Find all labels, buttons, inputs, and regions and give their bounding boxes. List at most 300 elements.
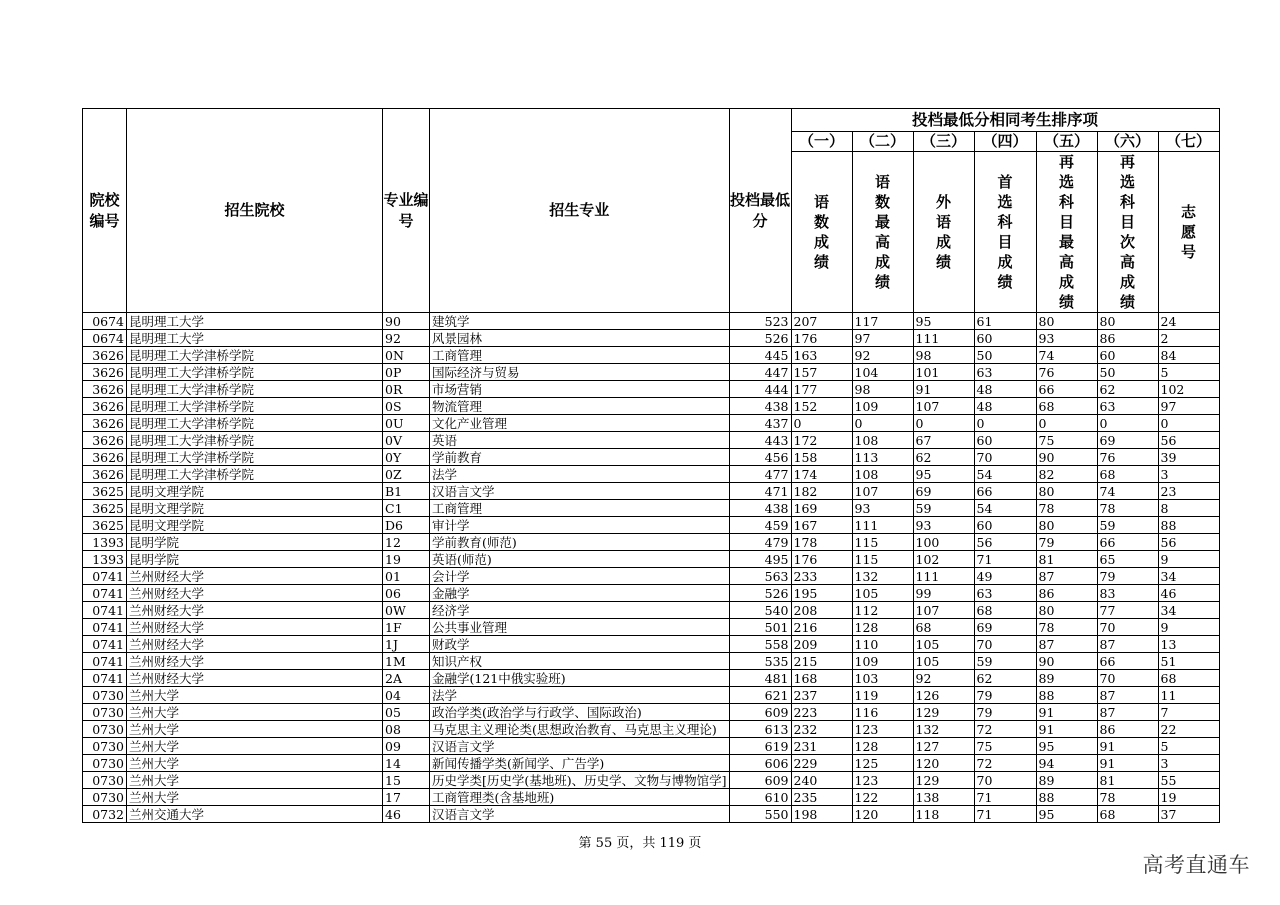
admission-score-table <box>82 108 1220 823</box>
cell-school-name: 昆明理工大学津桥学院 <box>127 347 383 364</box>
table-row <box>83 483 1220 500</box>
header-rank-label: 首选科目成绩 <box>974 152 1036 313</box>
cell-rank-6: 62 <box>1097 381 1158 398</box>
cell-major-name: 新闻传播学类(新闻学、广告学) <box>430 755 730 772</box>
cell-rank-2: 117 <box>852 313 913 330</box>
cell-major-code: 15 <box>383 772 430 789</box>
table-row <box>83 738 1220 755</box>
cell-rank-5: 80 <box>1036 602 1097 619</box>
cell-rank-5: 90 <box>1036 449 1097 466</box>
cell-rank-3: 100 <box>913 534 974 551</box>
cell-school-name: 兰州财经大学 <box>127 653 383 670</box>
cell-min-score: 445 <box>729 347 791 364</box>
cell-rank-1: 167 <box>791 517 852 534</box>
cell-min-score: 443 <box>729 432 791 449</box>
cell-rank-7: 102 <box>1158 381 1219 398</box>
cell-school-code: 3625 <box>83 483 127 500</box>
cell-rank-5: 88 <box>1036 687 1097 704</box>
cell-rank-5: 68 <box>1036 398 1097 415</box>
cell-min-score: 540 <box>729 602 791 619</box>
cell-rank-6: 68 <box>1097 466 1158 483</box>
cell-school-code: 1393 <box>83 534 127 551</box>
cell-rank-4: 60 <box>974 517 1036 534</box>
cell-rank-6: 80 <box>1097 313 1158 330</box>
cell-rank-3: 129 <box>913 772 974 789</box>
cell-major-code: 08 <box>383 721 430 738</box>
cell-major-name: 工商管理 <box>430 500 730 517</box>
cell-rank-3: 93 <box>913 517 974 534</box>
cell-major-name: 风景园林 <box>430 330 730 347</box>
cell-major-code: 90 <box>383 313 430 330</box>
cell-school-code: 0741 <box>83 670 127 687</box>
cell-rank-1: 182 <box>791 483 852 500</box>
cell-rank-7: 11 <box>1158 687 1219 704</box>
cell-rank-6: 68 <box>1097 806 1158 823</box>
cell-rank-3: 98 <box>913 347 974 364</box>
header-rank-label: 志愿号 <box>1158 152 1219 313</box>
cell-major-code: 01 <box>383 568 430 585</box>
cell-rank-1: 195 <box>791 585 852 602</box>
cell-rank-3: 95 <box>913 466 974 483</box>
cell-rank-6: 69 <box>1097 432 1158 449</box>
cell-rank-3: 102 <box>913 551 974 568</box>
table-row <box>83 415 1220 432</box>
cell-rank-2: 98 <box>852 381 913 398</box>
cell-school-code: 0730 <box>83 721 127 738</box>
cell-rank-2: 110 <box>852 636 913 653</box>
cell-school-code: 0732 <box>83 806 127 823</box>
cell-school-name: 兰州交通大学 <box>127 806 383 823</box>
cell-rank-5: 80 <box>1036 483 1097 500</box>
header-rank-label: 外语成绩 <box>913 152 974 313</box>
watermark-logo-text: 高考直通车 <box>1142 853 1250 877</box>
cell-rank-1: 168 <box>791 670 852 687</box>
cell-school-name: 昆明文理学院 <box>127 483 383 500</box>
cell-major-code: 0Y <box>383 449 430 466</box>
cell-rank-4: 0 <box>974 415 1036 432</box>
cell-school-code: 0730 <box>83 755 127 772</box>
cell-rank-4: 49 <box>974 568 1036 585</box>
cell-rank-5: 86 <box>1036 585 1097 602</box>
cell-rank-2: 115 <box>852 534 913 551</box>
cell-major-code: 04 <box>383 687 430 704</box>
cell-major-code: 19 <box>383 551 430 568</box>
cell-rank-7: 37 <box>1158 806 1219 823</box>
cell-major-code: 0P <box>383 364 430 381</box>
cell-major-code: 1F <box>383 619 430 636</box>
cell-rank-2: 115 <box>852 551 913 568</box>
cell-rank-4: 71 <box>974 551 1036 568</box>
cell-rank-3: 91 <box>913 381 974 398</box>
cell-rank-4: 50 <box>974 347 1036 364</box>
cell-rank-2: 103 <box>852 670 913 687</box>
cell-rank-1: 237 <box>791 687 852 704</box>
cell-school-name: 兰州财经大学 <box>127 585 383 602</box>
cell-rank-7: 56 <box>1158 534 1219 551</box>
table-row <box>83 534 1220 551</box>
cell-rank-4: 69 <box>974 619 1036 636</box>
cell-major-name: 物流管理 <box>430 398 730 415</box>
header-min-score: 投档最低分 <box>729 109 791 313</box>
cell-rank-7: 13 <box>1158 636 1219 653</box>
cell-min-score: 438 <box>729 500 791 517</box>
cell-school-code: 0741 <box>83 585 127 602</box>
cell-rank-3: 127 <box>913 738 974 755</box>
cell-major-name: 学前教育 <box>430 449 730 466</box>
cell-rank-6: 0 <box>1097 415 1158 432</box>
cell-rank-5: 76 <box>1036 364 1097 381</box>
cell-rank-2: 119 <box>852 687 913 704</box>
cell-major-name: 英语(师范) <box>430 551 730 568</box>
cell-major-name: 历史学类[历史学(基地班)、历史学、文物与博物馆学] <box>430 772 730 789</box>
cell-major-name: 汉语言文学 <box>430 483 730 500</box>
cell-rank-3: 92 <box>913 670 974 687</box>
cell-rank-2: 108 <box>852 466 913 483</box>
header-rank-number: （一） <box>791 132 852 152</box>
table-body <box>83 313 1220 823</box>
cell-rank-6: 76 <box>1097 449 1158 466</box>
cell-major-code: 09 <box>383 738 430 755</box>
cell-rank-5: 91 <box>1036 721 1097 738</box>
cell-school-code: 0674 <box>83 330 127 347</box>
cell-major-name: 汉语言文学 <box>430 806 730 823</box>
cell-major-code: 06 <box>383 585 430 602</box>
cell-min-score: 481 <box>729 670 791 687</box>
cell-rank-7: 55 <box>1158 772 1219 789</box>
cell-major-code: 05 <box>383 704 430 721</box>
table-row <box>83 602 1220 619</box>
cell-major-name: 审计学 <box>430 517 730 534</box>
cell-min-score: 495 <box>729 551 791 568</box>
cell-rank-6: 91 <box>1097 755 1158 772</box>
cell-rank-3: 68 <box>913 619 974 636</box>
cell-major-code: 17 <box>383 789 430 806</box>
cell-rank-1: 215 <box>791 653 852 670</box>
cell-rank-7: 23 <box>1158 483 1219 500</box>
cell-rank-4: 79 <box>974 704 1036 721</box>
cell-rank-6: 60 <box>1097 347 1158 364</box>
cell-rank-6: 70 <box>1097 670 1158 687</box>
cell-min-score: 606 <box>729 755 791 772</box>
cell-rank-7: 7 <box>1158 704 1219 721</box>
cell-rank-5: 66 <box>1036 381 1097 398</box>
cell-school-name: 兰州大学 <box>127 687 383 704</box>
cell-rank-2: 123 <box>852 772 913 789</box>
cell-school-name: 昆明理工大学 <box>127 330 383 347</box>
cell-rank-2: 128 <box>852 738 913 755</box>
cell-rank-2: 97 <box>852 330 913 347</box>
cell-rank-7: 46 <box>1158 585 1219 602</box>
cell-rank-1: 178 <box>791 534 852 551</box>
cell-rank-2: 111 <box>852 517 913 534</box>
cell-major-name: 英语 <box>430 432 730 449</box>
cell-school-code: 0741 <box>83 568 127 585</box>
cell-rank-1: 176 <box>791 330 852 347</box>
cell-rank-7: 3 <box>1158 466 1219 483</box>
table-row <box>83 364 1220 381</box>
cell-rank-6: 78 <box>1097 789 1158 806</box>
cell-major-code: 92 <box>383 330 430 347</box>
table-row <box>83 772 1220 789</box>
header-rank-label: 再选科目最高成绩 <box>1036 152 1097 313</box>
cell-rank-5: 80 <box>1036 517 1097 534</box>
cell-major-code: 0V <box>383 432 430 449</box>
cell-rank-4: 54 <box>974 466 1036 483</box>
cell-school-code: 0730 <box>83 738 127 755</box>
cell-school-name: 昆明理工大学 <box>127 313 383 330</box>
cell-rank-2: 108 <box>852 432 913 449</box>
cell-rank-7: 9 <box>1158 551 1219 568</box>
cell-rank-3: 62 <box>913 449 974 466</box>
cell-major-code: 0Z <box>383 466 430 483</box>
cell-rank-4: 70 <box>974 449 1036 466</box>
cell-rank-3: 126 <box>913 687 974 704</box>
cell-rank-5: 79 <box>1036 534 1097 551</box>
cell-rank-6: 86 <box>1097 721 1158 738</box>
cell-rank-2: 92 <box>852 347 913 364</box>
cell-major-code: 46 <box>383 806 430 823</box>
cell-major-name: 建筑学 <box>430 313 730 330</box>
cell-major-name: 公共事业管理 <box>430 619 730 636</box>
cell-major-name: 文化产业管理 <box>430 415 730 432</box>
table-row <box>83 619 1220 636</box>
cell-rank-2: 112 <box>852 602 913 619</box>
cell-rank-1: 198 <box>791 806 852 823</box>
cell-school-name: 昆明学院 <box>127 551 383 568</box>
cell-rank-5: 80 <box>1036 313 1097 330</box>
cell-rank-4: 63 <box>974 364 1036 381</box>
table-row <box>83 466 1220 483</box>
header-school-code: 院校编号 <box>83 109 127 313</box>
cell-major-code: D6 <box>383 517 430 534</box>
table-row <box>83 500 1220 517</box>
cell-rank-3: 69 <box>913 483 974 500</box>
header-ranking-group: 投档最低分相同考生排序项 <box>791 109 1219 132</box>
table-row <box>83 330 1220 347</box>
cell-min-score: 471 <box>729 483 791 500</box>
cell-rank-3: 118 <box>913 806 974 823</box>
cell-rank-7: 5 <box>1158 364 1219 381</box>
cell-rank-4: 62 <box>974 670 1036 687</box>
cell-rank-2: 0 <box>852 415 913 432</box>
header-rank-number: （六） <box>1097 132 1158 152</box>
cell-rank-6: 91 <box>1097 738 1158 755</box>
cell-rank-4: 60 <box>974 330 1036 347</box>
cell-rank-3: 111 <box>913 568 974 585</box>
cell-min-score: 613 <box>729 721 791 738</box>
cell-major-name: 学前教育(师范) <box>430 534 730 551</box>
cell-major-code: 0N <box>383 347 430 364</box>
cell-school-code: 3626 <box>83 364 127 381</box>
cell-major-name: 经济学 <box>430 602 730 619</box>
cell-school-name: 昆明理工大学津桥学院 <box>127 449 383 466</box>
cell-major-code: 12 <box>383 534 430 551</box>
cell-rank-5: 81 <box>1036 551 1097 568</box>
cell-rank-5: 95 <box>1036 738 1097 755</box>
cell-rank-2: 120 <box>852 806 913 823</box>
cell-school-name: 兰州财经大学 <box>127 670 383 687</box>
cell-rank-4: 71 <box>974 789 1036 806</box>
cell-major-name: 政治学类(政治学与行政学、国际政治) <box>430 704 730 721</box>
page-footer: 第 55 页，共 119 页 <box>578 836 702 851</box>
table-row <box>83 568 1220 585</box>
cell-rank-4: 71 <box>974 806 1036 823</box>
cell-rank-7: 51 <box>1158 653 1219 670</box>
table-row <box>83 653 1220 670</box>
cell-major-name: 金融学(121中俄实验班) <box>430 670 730 687</box>
cell-school-code: 3626 <box>83 449 127 466</box>
cell-rank-1: 209 <box>791 636 852 653</box>
cell-rank-3: 107 <box>913 602 974 619</box>
cell-rank-6: 79 <box>1097 568 1158 585</box>
cell-rank-4: 59 <box>974 653 1036 670</box>
cell-min-score: 523 <box>729 313 791 330</box>
cell-school-name: 兰州大学 <box>127 704 383 721</box>
cell-rank-6: 65 <box>1097 551 1158 568</box>
cell-major-name: 汉语言文学 <box>430 738 730 755</box>
cell-rank-3: 138 <box>913 789 974 806</box>
cell-min-score: 456 <box>729 449 791 466</box>
cell-rank-1: 232 <box>791 721 852 738</box>
cell-rank-1: 233 <box>791 568 852 585</box>
cell-rank-3: 107 <box>913 398 974 415</box>
cell-rank-7: 19 <box>1158 789 1219 806</box>
cell-rank-5: 82 <box>1036 466 1097 483</box>
cell-rank-2: 105 <box>852 585 913 602</box>
cell-rank-6: 59 <box>1097 517 1158 534</box>
cell-rank-2: 123 <box>852 721 913 738</box>
cell-school-code: 3626 <box>83 432 127 449</box>
cell-major-code: 1M <box>383 653 430 670</box>
cell-rank-5: 95 <box>1036 806 1097 823</box>
cell-school-name: 昆明理工大学津桥学院 <box>127 415 383 432</box>
cell-school-code: 3626 <box>83 398 127 415</box>
cell-school-name: 兰州大学 <box>127 789 383 806</box>
cell-rank-3: 59 <box>913 500 974 517</box>
cell-rank-1: 216 <box>791 619 852 636</box>
cell-min-score: 558 <box>729 636 791 653</box>
cell-major-name: 工商管理类(含基地班) <box>430 789 730 806</box>
header-major-code: 专业编号 <box>383 109 430 313</box>
cell-rank-4: 61 <box>974 313 1036 330</box>
header-major-name: 招生专业 <box>430 109 730 313</box>
cell-rank-5: 91 <box>1036 704 1097 721</box>
cell-rank-6: 74 <box>1097 483 1158 500</box>
cell-rank-1: 169 <box>791 500 852 517</box>
cell-rank-5: 75 <box>1036 432 1097 449</box>
cell-min-score: 526 <box>729 330 791 347</box>
cell-rank-3: 105 <box>913 653 974 670</box>
cell-min-score: 438 <box>729 398 791 415</box>
table-row <box>83 432 1220 449</box>
cell-school-name: 昆明理工大学津桥学院 <box>127 466 383 483</box>
table-row <box>83 585 1220 602</box>
cell-rank-7: 34 <box>1158 602 1219 619</box>
table-row <box>83 789 1220 806</box>
cell-major-code: C1 <box>383 500 430 517</box>
cell-rank-2: 104 <box>852 364 913 381</box>
cell-major-code: 2A <box>383 670 430 687</box>
cell-major-name: 法学 <box>430 687 730 704</box>
cell-rank-5: 78 <box>1036 619 1097 636</box>
cell-major-name: 市场营销 <box>430 381 730 398</box>
table-row <box>83 687 1220 704</box>
cell-min-score: 619 <box>729 738 791 755</box>
table-row <box>83 721 1220 738</box>
table-row <box>83 755 1220 772</box>
cell-min-score: 535 <box>729 653 791 670</box>
cell-rank-3: 120 <box>913 755 974 772</box>
cell-major-name: 财政学 <box>430 636 730 653</box>
cell-rank-5: 90 <box>1036 653 1097 670</box>
cell-rank-7: 8 <box>1158 500 1219 517</box>
cell-min-score: 501 <box>729 619 791 636</box>
table-row <box>83 313 1220 330</box>
cell-major-name: 国际经济与贸易 <box>430 364 730 381</box>
cell-rank-1: 231 <box>791 738 852 755</box>
cell-rank-1: 235 <box>791 789 852 806</box>
cell-rank-6: 78 <box>1097 500 1158 517</box>
cell-rank-4: 48 <box>974 381 1036 398</box>
cell-min-score: 447 <box>729 364 791 381</box>
cell-min-score: 477 <box>729 466 791 483</box>
cell-school-code: 0730 <box>83 704 127 721</box>
cell-school-name: 昆明理工大学津桥学院 <box>127 364 383 381</box>
cell-rank-4: 68 <box>974 602 1036 619</box>
table-row <box>83 704 1220 721</box>
cell-rank-7: 3 <box>1158 755 1219 772</box>
cell-school-code: 0730 <box>83 772 127 789</box>
cell-rank-6: 77 <box>1097 602 1158 619</box>
cell-major-code: 14 <box>383 755 430 772</box>
cell-rank-4: 75 <box>974 738 1036 755</box>
cell-rank-2: 93 <box>852 500 913 517</box>
cell-school-name: 昆明理工大学津桥学院 <box>127 432 383 449</box>
cell-rank-7: 2 <box>1158 330 1219 347</box>
cell-rank-3: 0 <box>913 415 974 432</box>
cell-school-code: 3626 <box>83 415 127 432</box>
table-row <box>83 449 1220 466</box>
cell-school-name: 昆明文理学院 <box>127 517 383 534</box>
table-header <box>83 109 1220 313</box>
cell-rank-6: 86 <box>1097 330 1158 347</box>
cell-rank-6: 87 <box>1097 704 1158 721</box>
cell-rank-6: 66 <box>1097 534 1158 551</box>
cell-min-score: 479 <box>729 534 791 551</box>
cell-school-name: 兰州大学 <box>127 721 383 738</box>
cell-school-code: 3626 <box>83 466 127 483</box>
cell-school-code: 0741 <box>83 602 127 619</box>
cell-school-name: 昆明学院 <box>127 534 383 551</box>
cell-rank-1: 157 <box>791 364 852 381</box>
cell-school-name: 昆明理工大学津桥学院 <box>127 381 383 398</box>
cell-rank-7: 22 <box>1158 721 1219 738</box>
cell-school-name: 兰州大学 <box>127 738 383 755</box>
cell-rank-3: 111 <box>913 330 974 347</box>
cell-major-name: 金融学 <box>430 585 730 602</box>
cell-rank-7: 34 <box>1158 568 1219 585</box>
cell-rank-5: 87 <box>1036 568 1097 585</box>
cell-rank-1: 158 <box>791 449 852 466</box>
cell-rank-1: 207 <box>791 313 852 330</box>
cell-rank-4: 70 <box>974 772 1036 789</box>
cell-rank-1: 176 <box>791 551 852 568</box>
cell-school-name: 兰州大学 <box>127 755 383 772</box>
header-rank-label: 再选科目次高成绩 <box>1097 152 1158 313</box>
cell-rank-5: 89 <box>1036 772 1097 789</box>
cell-school-name: 兰州财经大学 <box>127 602 383 619</box>
cell-rank-1: 174 <box>791 466 852 483</box>
